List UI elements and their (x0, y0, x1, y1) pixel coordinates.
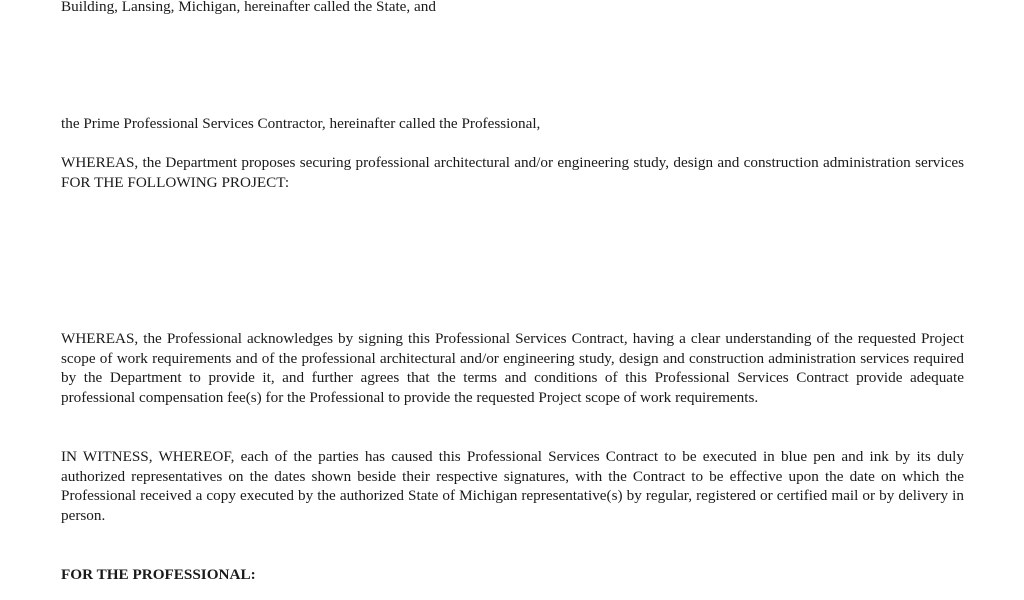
building-line: Building, Lansing, Michigan, hereinafter called the State, and (61, 0, 436, 15)
whereas-department-paragraph: WHEREAS, the Department proposes securing professional architectural and/or engineering study, design and construction administration services FOR THE FOLLOWING PROJECT: (61, 154, 964, 191)
for-the-professional-heading: FOR THE PROFESSIONAL: (61, 566, 256, 583)
in-witness-paragraph: IN WITNESS, WHEREOF, each of the parties has caused this Professional Services Contract to be executed in blue pen and ink by its duly authorized representatives on the dates shown beside their respective signatures, with the Contract to be effective upon the date on which the Professional received a copy executed by the authorized State of Michigan representative(s) by regular, registered or certified mail or by delivery in person. (61, 448, 964, 524)
whereas-professional-paragraph: WHEREAS, the Professional acknowledges by signing this Professional Services Contract, having a clear understanding of the requested Project scope of work requirements and of the professional architectural and/or engineering study, design and construction administration services required by the Department to provide it, and further agrees that the terms and conditions of this Professional Services Contract provide adequate professional compensation fee(s) for the Professional to provide the requested Project scope of work requirements. (61, 330, 964, 406)
prime-contractor-line: the Prime Professional Services Contractor, hereinafter called the Professional, (61, 115, 541, 132)
